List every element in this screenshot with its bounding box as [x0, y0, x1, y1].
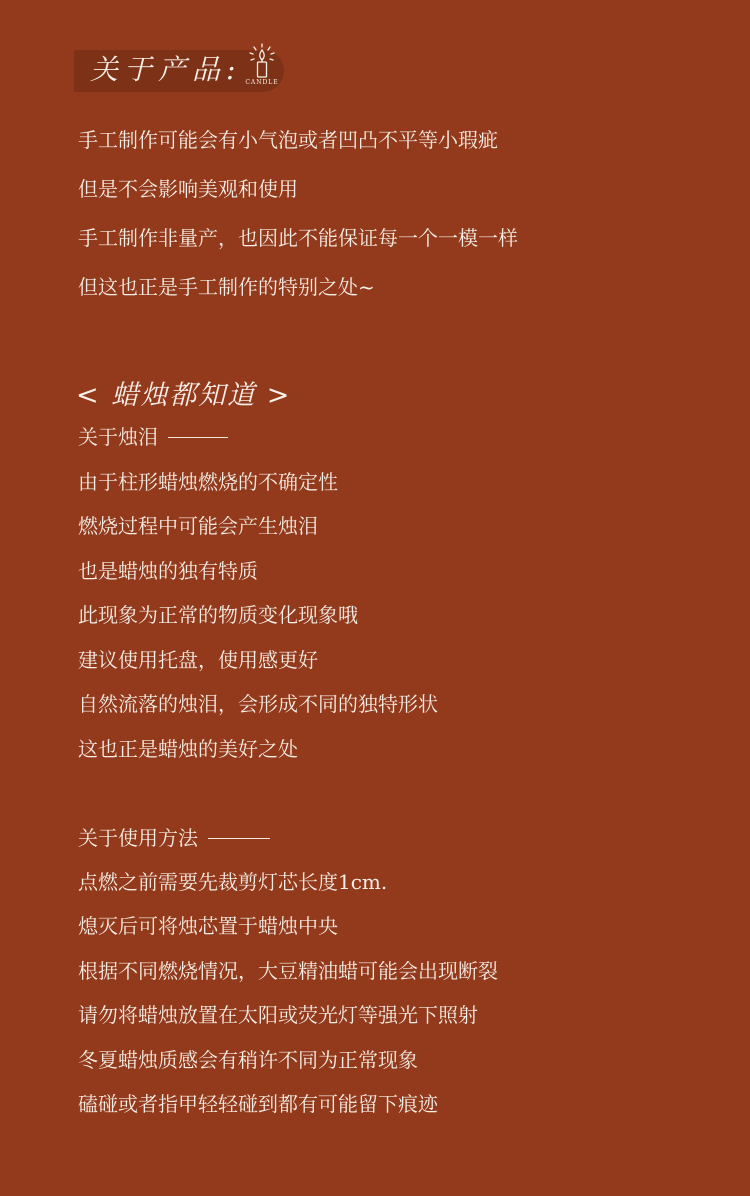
wax-tears-line-7: 这也正是蜡烛的美好之处 [78, 737, 298, 761]
wax-tears-line-6: 自然流落的烛泪，会形成不同的独特形状 [78, 692, 438, 716]
candle-icon [244, 42, 280, 80]
wax-tears-line-5: 建议使用托盘，使用感更好 [78, 648, 318, 672]
usage-line-2: 熄灭后可将烛芯置于蜡烛中央 [78, 914, 338, 938]
wax-tears-line-2: 燃烧过程中可能会产生烛泪 [78, 514, 318, 538]
usage-line-1: 点燃之前需要先裁剪灯芯长度1cm. [78, 870, 388, 894]
header-title: 关于产品: [90, 53, 242, 86]
heading-rule [208, 838, 270, 839]
candle-knowledge-title: < 蜡烛都知道 > [76, 380, 292, 411]
candle-logo [234, 42, 290, 92]
wax-tears-heading-text: 关于烛泪 [78, 425, 158, 449]
usage-line-5: 冬夏蜡烛质感会有稍许不同为正常现象 [78, 1048, 418, 1072]
wax-tears-line-1: 由于柱形蜡烛燃烧的不确定性 [78, 470, 338, 494]
wax-tears-line-3: 也是蜡烛的独有特质 [78, 559, 258, 583]
usage-line-6: 磕碰或者指甲轻轻碰到都有可能留下痕迹 [78, 1092, 438, 1116]
intro-line-2: 但是不会影响美观和使用 [78, 177, 298, 201]
usage-line-4: 请勿将蜡烛放置在太阳或荧光灯等强光下照射 [78, 1003, 478, 1027]
heading-rule [168, 437, 228, 438]
intro-line-3: 手工制作非量产，也因此不能保证每一个一模一样 [78, 226, 518, 250]
about-product-header [74, 44, 279, 92]
usage-heading [78, 826, 270, 850]
candle-logo-text: CANDLE [245, 79, 279, 86]
usage-line-3: 根据不同燃烧情况，大豆精油蜡可能会出现断裂 [78, 959, 498, 983]
wax-tears-heading [78, 425, 228, 449]
usage-heading-text: 关于使用方法 [78, 826, 198, 850]
intro-line-1: 手工制作可能会有小气泡或者凹凸不平等小瑕疵 [78, 128, 498, 152]
wax-tears-line-4: 此现象为正常的物质变化现象哦 [78, 603, 358, 627]
intro-line-4: 但这也正是手工制作的特别之处~ [78, 275, 375, 299]
